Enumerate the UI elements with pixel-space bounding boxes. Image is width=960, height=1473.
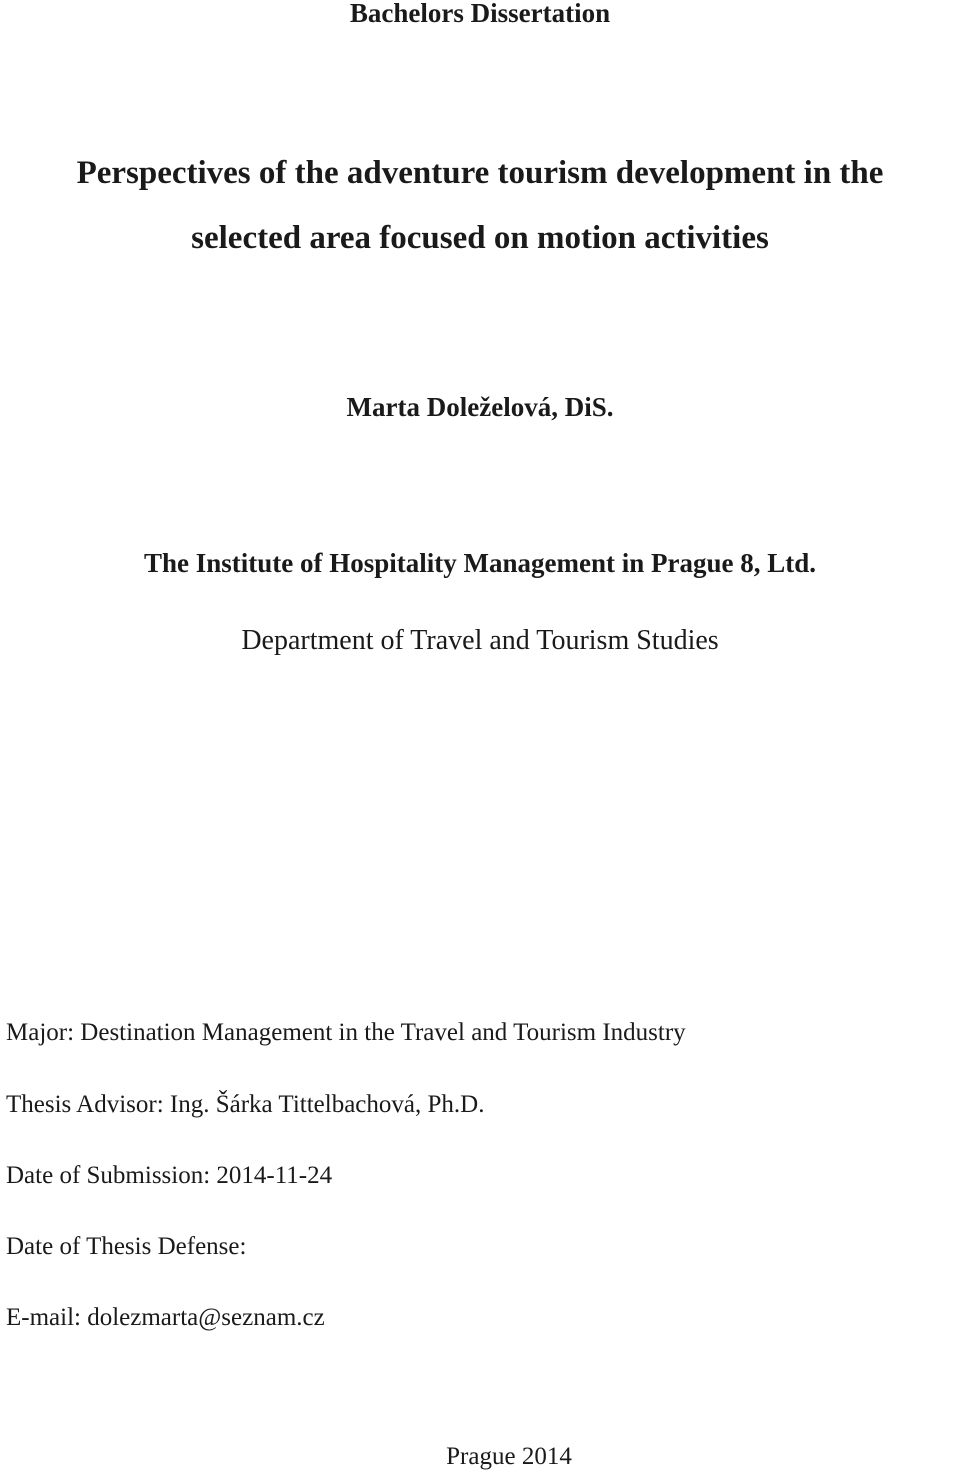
place-and-year: Prague 2014	[446, 1443, 572, 1470]
department-name: Department of Travel and Tourism Studies	[241, 625, 719, 656]
defense-date: Date of Thesis Defense:	[6, 1233, 247, 1260]
document-type-heading: Bachelors Dissertation	[349, 0, 611, 28]
author-name: Marta Doleželová, DiS.	[346, 392, 614, 422]
institute-name: The Institute of Hospitality Management in Prague 8, Ltd.	[144, 548, 816, 578]
major-field: Major: Destination Management in the Travel and Tourism Industry	[6, 1019, 686, 1046]
author-email: E-mail: dolezmarta@seznam.cz	[6, 1304, 325, 1331]
thesis-title-line-1: Perspectives of the adventure tourism development in the	[76, 155, 884, 191]
submission-date: Date of Submission: 2014-11-24	[6, 1162, 333, 1189]
thesis-advisor: Thesis Advisor: Ing. Šárka Tittelbachová, Ph.D.	[6, 1091, 485, 1118]
thesis-title-line-2: selected area focused on motion activities	[191, 220, 769, 256]
